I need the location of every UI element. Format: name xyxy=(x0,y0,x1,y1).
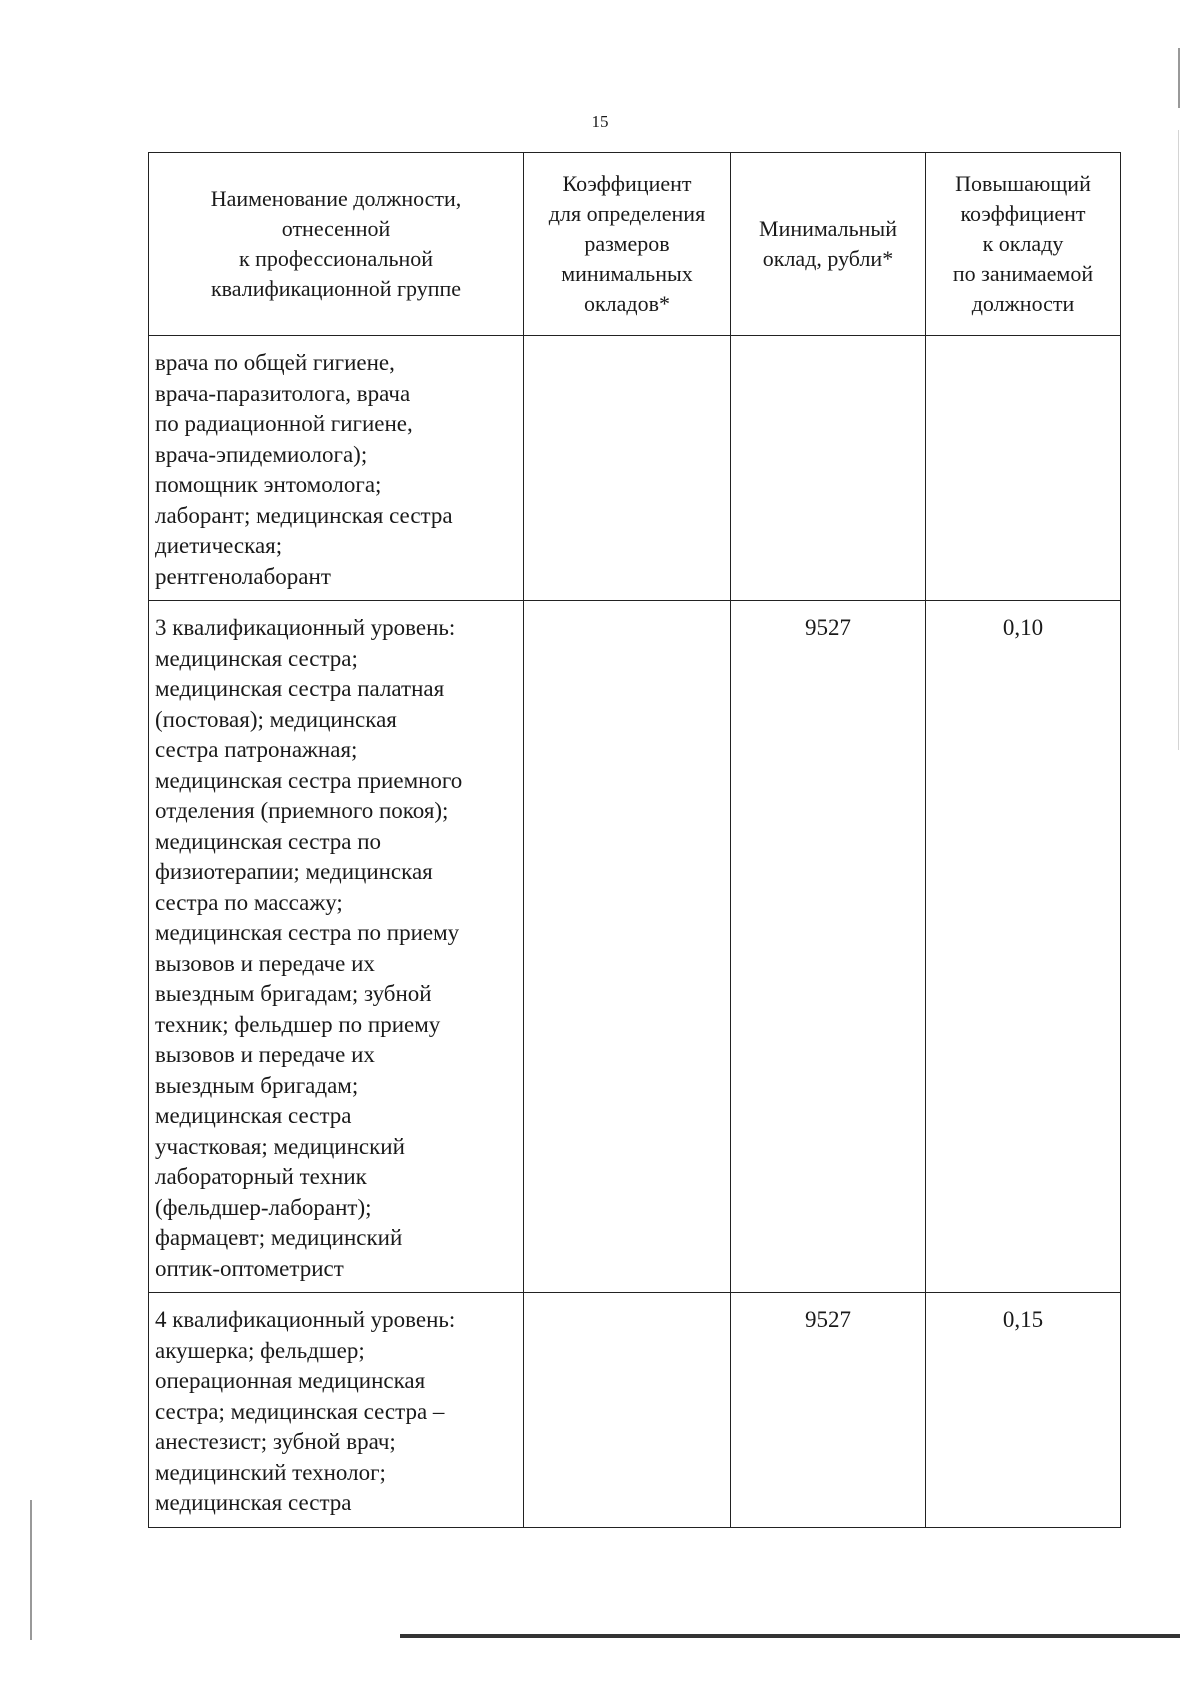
header-min-salary: Минимальный оклад, рубли* xyxy=(731,153,926,336)
position-name-cell: врача по общей гигиене, врача-паразитолога, врача по радиационной гигиене, врача-эпидемиолога); помощник энтомолога; лаборант; медицинская сестра диетическая; рентгенолаборант xyxy=(149,336,524,601)
scan-edge-line-left xyxy=(30,1500,32,1640)
raising-coefficient-cell: 0,15 xyxy=(926,1293,1121,1528)
coefficient-cell xyxy=(524,1293,731,1528)
position-name-cell: 3 квалификационный уровень: медицинская сестра; медицинская сестра палатная (постовая); медицинская сестра патронажная; медицинская сестра приемного отделения (приемного покоя); медицинская сестра по физиотерапии; медицинская сестра по массажу; медицинская сестра по приему вызовов и передаче их выездным бригадам; зубной техник; фельдшер по приему вызовов и передаче их выездным бригадам; медицинская сестра участковая; медицинский лабораторный техник (фельдшер-лаборант); фармацевт; медицинский оптик-оптометрист xyxy=(149,601,524,1293)
scan-edge-line-right-lower xyxy=(1178,130,1179,750)
min-salary-cell: 9527 xyxy=(731,1293,926,1528)
salary-table xyxy=(148,152,1121,1528)
min-salary-cell: 9527 xyxy=(731,601,926,1293)
min-salary-cell xyxy=(731,336,926,601)
table-row xyxy=(149,601,1121,1293)
position-name-cell: 4 квалификационный уровень: акушерка; фельдшер; операционная медицинская сестра; медицинская сестра – анестезист; зубной врач; медицинский технолог; медицинская сестра xyxy=(149,1293,524,1528)
table-row xyxy=(149,336,1121,601)
header-raising-coefficient: Повышающий коэффициент к окладу по занимаемой должности xyxy=(926,153,1121,336)
raising-coefficient-cell: 0,10 xyxy=(926,601,1121,1293)
raising-coefficient-cell xyxy=(926,336,1121,601)
table-header-row xyxy=(149,153,1121,336)
scan-edge-line-bottom xyxy=(400,1634,1180,1638)
coefficient-cell xyxy=(524,336,731,601)
table-row xyxy=(149,1293,1121,1528)
coefficient-cell xyxy=(524,601,731,1293)
scan-edge-line-right xyxy=(1178,48,1180,108)
header-position-name: Наименование должности, отнесенной к профессиональной квалификационной группе xyxy=(149,153,524,336)
page-number: 15 xyxy=(591,112,609,131)
header-coefficient: Коэффициент для определения размеров минимальных окладов* xyxy=(524,153,731,336)
